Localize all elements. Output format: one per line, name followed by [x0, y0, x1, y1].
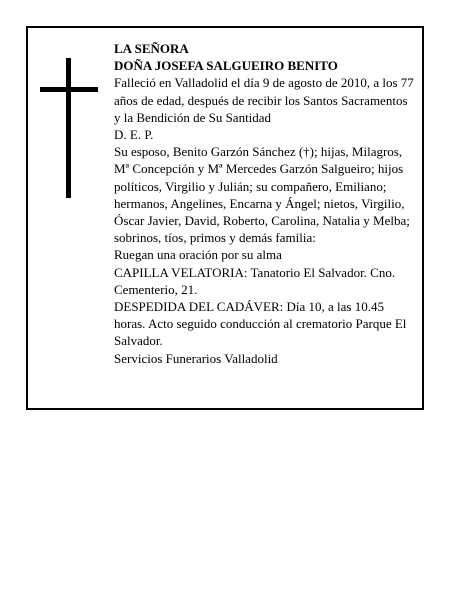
family-list: Su esposo, Benito Garzón Sánchez (†); hijas, Milagros, Mª Concepción y Mª Mercedes Garzón Salgueiro; hijos políticos, Virgilio y Julián; su compañero, Emiliano; hermanos, Angelines, Encarna y Ángel; nietos, Virgilio, Óscar Javier, David, Roberto, Carolina, Natalia y Melba; sobrinos, tíos, primos y demás familia:	[114, 144, 410, 246]
farewell-info: DESPEDIDA DEL CADÁVER: Día 10, a las 10.45 horas. Acto seguido conducción al crematorio Parque El Salvador.	[114, 299, 407, 349]
prayer-request: Ruegan una oración por su alma	[114, 247, 282, 263]
funeral-services: Servicios Funerarios Valladolid	[114, 350, 278, 366]
deceased-name: DOÑA JOSEFA SALGUEIRO BENITO	[114, 58, 338, 74]
cross-icon	[40, 58, 98, 198]
death-info: Falleció en Valladolid el día 9 de agosto de 2010, a los 77 años de edad, después de recibir los Santos Sacramentos y la Bendición de Su Santidad	[114, 75, 414, 125]
notice-body	[114, 40, 414, 367]
notice-title: LA SEÑORA	[114, 41, 189, 56]
dep-line: D. E. P.	[114, 127, 154, 143]
obituary-notice	[26, 26, 424, 410]
chapel-info: CAPILLA VELATORIA: Tanatorio El Salvador. Cno. Cementerio, 21.	[114, 264, 396, 297]
